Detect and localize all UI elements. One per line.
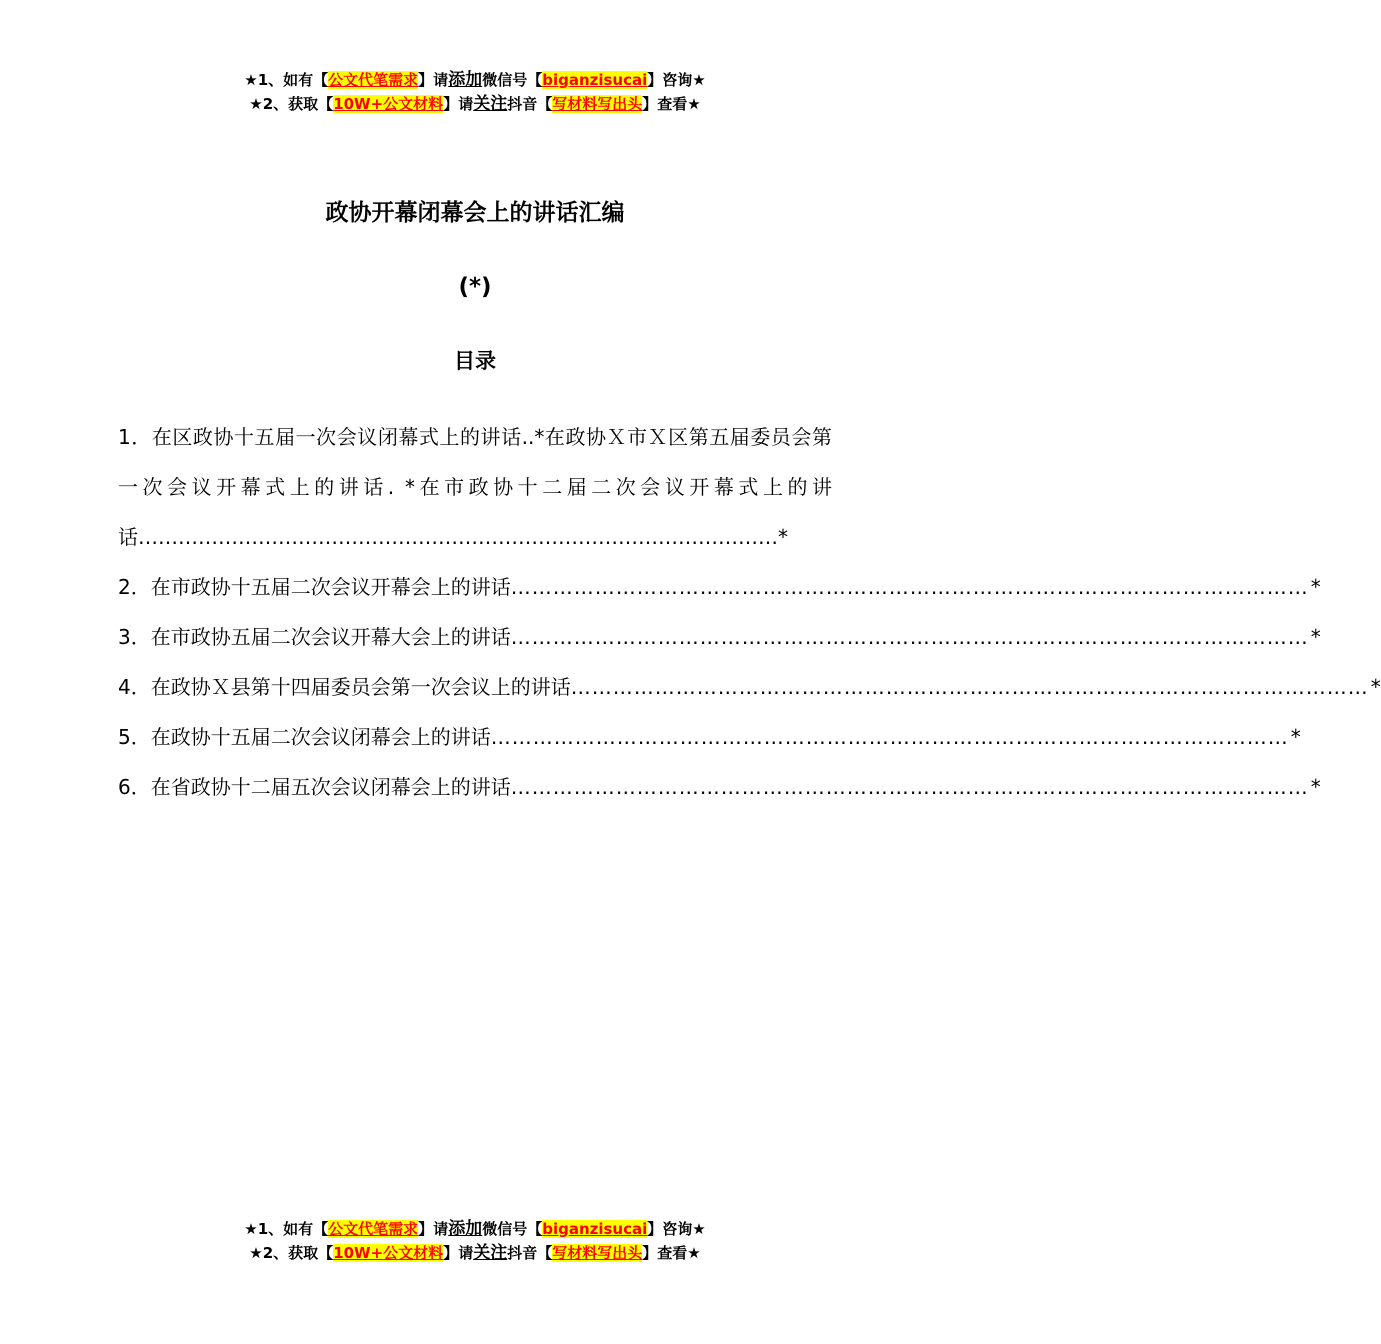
banner-emphasis-add: 添加	[448, 1219, 483, 1239]
banner-line-2: ★2、获取【10W+公文材料】请关注抖音【写材料写出头】查看★	[249, 94, 701, 114]
toc-entry-6[interactable]: 6． 在省政协十二届五次会议闭幕会上的讲话 …………………………………………………………………………………………………… *	[118, 762, 832, 812]
toc-entry-4[interactable]: 4． 在政协Ｘ县第十四届委员会第一次会议上的讲话 …………………………………………………………………………………………………… *	[118, 662, 832, 712]
banner-highlight-douyin: 写材料写出头	[552, 95, 643, 113]
table-of-contents	[118, 412, 1381, 812]
banner-highlight-wechat: biganzisucai	[542, 71, 648, 89]
toc-entry-text: 在市政协十五届二次会议开幕会上的讲话	[150, 575, 511, 599]
toc-leader-dots: ……………………………………………………………………………………………………	[510, 775, 1309, 799]
banner-highlight-douyin: 写材料写出头	[552, 1244, 643, 1262]
toc-entry-1[interactable]	[118, 412, 832, 562]
banner-highlight-wechat: biganzisucai	[542, 1220, 648, 1238]
header-banner	[0, 68, 950, 116]
toc-entry-page: *	[1370, 675, 1381, 699]
toc-entry-page: *	[1310, 625, 1321, 649]
banner-highlight-materials: 10W+公文材料	[333, 1244, 444, 1262]
footer-banner	[0, 1217, 950, 1265]
toc-entry-text: 在政协十五届二次会议闭幕会上的讲话	[150, 725, 491, 749]
banner-emphasis-follow: 关注	[473, 1243, 508, 1263]
toc-leader-dots: ……………………………………………………………………………………	[138, 525, 778, 549]
banner-highlight-service: 公文代笔需求	[328, 1220, 419, 1238]
toc-leader-dots: ……………………………………………………………………………………………………	[510, 575, 1309, 599]
toc-entry-page: *	[1310, 775, 1321, 799]
banner-line-2: ★2、获取【10W+公文材料】请关注抖音【写材料写出头】查看★	[249, 1243, 701, 1263]
banner-emphasis-add: 添加	[448, 70, 483, 90]
document-subtitle: (*)	[458, 274, 492, 300]
toc-entry-5[interactable]: 5． 在政协十五届二次会议闭幕会上的讲话 …………………………………………………………………………………………………… *	[118, 712, 832, 762]
toc-leader-dots: ……………………………………………………………………………………………………	[510, 625, 1309, 649]
toc-entry-page: *	[1310, 575, 1321, 599]
toc-entry-3[interactable]: 3． 在市政协五届二次会议开幕大会上的讲话 …………………………………………………………………………………………………… *	[118, 612, 832, 662]
toc-heading: 目录	[454, 349, 496, 373]
toc-entry-text: 在政协Ｘ县第十四届委员会第一次会议上的讲话	[150, 675, 571, 699]
banner-line-1: ★1、如有【公文代笔需求】请添加微信号【biganzisucai】咨询★	[244, 70, 706, 90]
banner-highlight-materials: 10W+公文材料	[333, 95, 444, 113]
toc-entry-1-page: *	[778, 525, 788, 549]
toc-entry-page: *	[1290, 725, 1301, 749]
document-title: 政协开幕闭幕会上的讲话汇编	[325, 200, 625, 226]
toc-leader-dots: ……………………………………………………………………………………………………	[570, 675, 1369, 699]
banner-emphasis-follow: 关注	[473, 94, 508, 114]
toc-entry-text: 在市政协五届二次会议开幕大会上的讲话	[150, 625, 511, 649]
toc-entry-text: 在省政协十二届五次会议闭幕会上的讲话	[150, 775, 511, 799]
toc-leader-dots: ……………………………………………………………………………………………………	[490, 725, 1289, 749]
banner-line-1: ★1、如有【公文代笔需求】请添加微信号【biganzisucai】咨询★	[244, 1219, 706, 1239]
banner-highlight-service: 公文代笔需求	[328, 71, 419, 89]
toc-entry-1-text: 1．在区政协十五届一次会议闭幕式上的讲话..*在政协Ｘ市Ｘ区第五届委员会第一次会议开幕式上的讲话. *在市政协十二届二次会议开幕式上的讲话	[118, 425, 832, 549]
toc-entry-2[interactable]: 2． 在市政协十五届二次会议开幕会上的讲话 …………………………………………………………………………………………………… *	[118, 562, 832, 612]
